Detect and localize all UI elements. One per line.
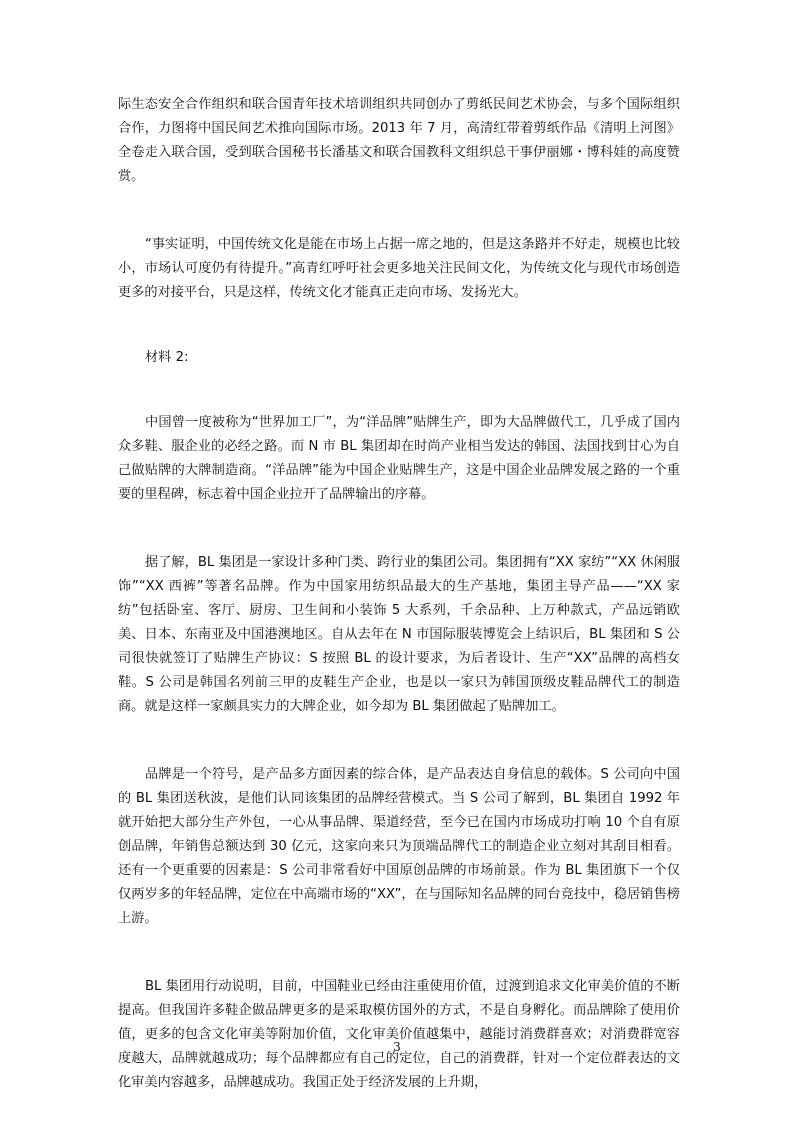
material-heading: 材料 2:	[145, 350, 189, 365]
paragraph-intro-continuation: 际生态安全合作组织和联合国青年技术培训组织共同创办了剪纸民间艺术协会，与多个国际组织合作，力图将中国民间艺术推向国际市场。2013 年 7 月，高清红带着剪纸作品《清明上河图》全卷走入联合国，受到联合国秘书长潘基文和联合国教科文组织总干事伊丽娜・博科娃的高度赞赏。	[118, 97, 680, 184]
paragraph-bl-group-profile: 据了解，BL 集团是一家设计多种门类、跨行业的集团公司。集团拥有“XX 家纺”“XX 休闲服饰”“XX 西裤”等著名品牌。作为中国家用纺织品最大的生产基地，集团主导产品——“XX 家纺”包括卧室、客厅、厨房、卫生间和小装饰 5 大系列，千余品种、上万种款式，产品远销欧美、日本、东南亚及中国港澳地区。自从去年在 N 市国际服装博览会上结识后，BL 集团和 S 公司很快就签订了贴牌生产协议：S 按照 BL 的设计要求，为后者设计、生产“XX”品牌的高档女鞋。S 公司是韩国名列前三甲的皮鞋生产企业，也是以一家只为韩国顶级皮鞋品牌代工的制造商。就是这样一家颇具实力的大牌企业，如今却为 BL 集团做起了贴牌加工。	[118, 555, 680, 714]
document-body	[118, 93, 680, 1095]
paragraph-shoe-industry: BL 集团用行动说明，目前，中国鞋业已经由注重使用价值，过渡到追求文化审美价值的不断提高。但我国许多鞋企做品牌更多的是采取模仿国外的方式，不是自身孵化。而品牌除了使用价值，更多的包含文化审美等附加价值，文化审美价值越集中，越能讨消费群喜欢；对消费群宽容度越大，品牌就越成功；每个品牌都应有自己的定位，自己的消费群，针对一个定位群表达的文化审美内容越多，品牌越成功。我国正处于经济发展的上升期，	[118, 979, 680, 1090]
page-number: 3	[393, 1040, 401, 1054]
paragraph-quote: “事实证明，中国传统文化是能在市场上占据一席之地的，但是这条路并不好走，规模也比较小，市场认可度仍有待提升。”高青红呼吁社会更多地关注民间文化，为传统文化与现代市场创造更多的对接平台，只是这样，传统文化才能真正走向市场、发扬光大。	[118, 237, 680, 300]
paragraph-brand-symbol: 品牌是一个符号，是产品多方面因素的综合体，是产品表达自身信息的载体。S 公司向中国的 BL 集团送秋波，是他们认同该集团的品牌经营模式。当 S 公司了解到，BL 集团自 1992 年就开始把大部分生产外包，一心从事品牌、渠道经营，至今已在国内市场成功打响 10 个自有原创品牌，年销售总额达到 30 亿元，这家向来只为顶端品牌代工的制造企业立刻对其刮目相看。还有一个更重要的因素是：S 公司非常看好中国原创品牌的市场前景。作为 BL 集团旗下一个仅仅两岁多的年轻品牌，定位在中高端市场的“XX”，在与国际知名品牌的同台竞技中，稳居销售榜上游。	[118, 767, 680, 926]
paragraph-world-factory: 中国曾一度被称为“世界加工厂”，为“洋品牌”贴牌生产，即为大品牌做代工，几乎成了国内众多鞋、服企业的必经之路。而 N 市 BL 集团却在时尚产业相当发达的韩国、法国找到甘心为自己做贴牌的大牌制造商。“洋品牌”能为中国企业贴牌生产，这是中国企业品牌发展之路的一个重要的里程碑，标志着中国企业拉开了品牌输出的序幕。	[118, 415, 680, 502]
